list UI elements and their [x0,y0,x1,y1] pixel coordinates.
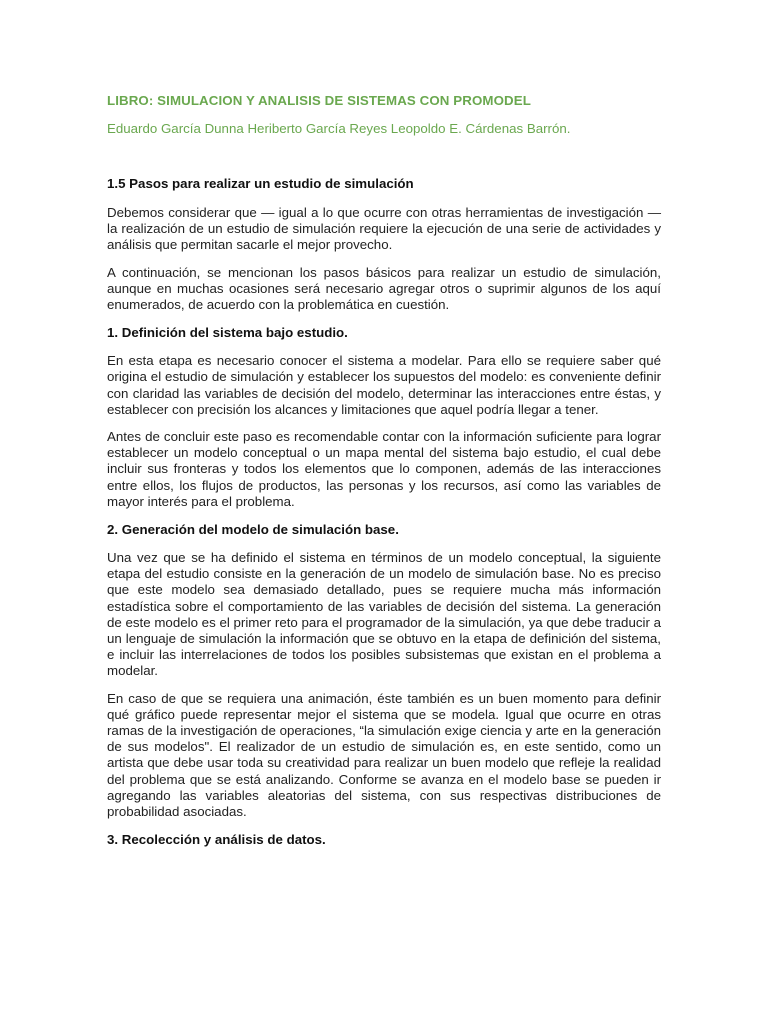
step-2-paragraph-2: En caso de que se requiera una animación, éste también es un buen momento para definir qué gráfico puede representar mejor el sistema que se modela. Igual que ocurre en otras ramas de la investigación de operaciones, “la simulación exige ciencia y arte en la generación de sus modelos". El realizador de un estudio de simulación es, en este sentido, como un artista que debe usar toda su creatividad para realizar un buen modelo que refleje la realidad del problema que se está analizando. Conforme se avanza en el modelo base se pueden ir agregando las variables aleatorias del sistema, con sus respectivas distribuciones de probabilidad asociadas. [107,690,661,820]
step-1-heading: 1. Definición del sistema bajo estudio. [107,325,348,341]
step-2-heading: 2. Generación del modelo de simulación base. [107,522,399,538]
step-2-paragraph-1: Una vez que se ha definido el sistema en términos de un modelo conceptual, la siguiente etapa del estudio consiste en la generación de un modelo de simulación base. No es preciso que este modelo sea demasiado detallado, pues se requiere mucha más información estadística sobre el comportamiento de las variables de decisión del sistema. La generación de este modelo es el primer reto para el programador de la simulación, ya que debe traducir a un lenguaje de simulación la información que se obtuvo en la etapa de definición del sistema, e incluir las interrelaciones de todos los posibles subsistemas que existan en el problema a modelar. [107,550,661,679]
step-1-paragraph-2: Antes de concluir este paso es recomendable contar con la información suficiente para lograr establecer un modelo conceptual o un mapa mental del sistema bajo estudio, el cual debe incluir sus fronteras y todos los elementos que lo componen, además de las interacciones entre ellos, los flujos de productos, las personas y los recursos, así como las variables de mayor interés para el problema. [107,429,661,509]
intro-paragraph-2: A continuación, se mencionan los pasos básicos para realizar un estudio de simulación, aunque en muchas ocasiones será necesario agregar otros o suprimir algunos de los aquí enumerados, de acuerdo con la problemática en cuestión. [107,264,661,313]
step-1-paragraph-1: En esta etapa es necesario conocer el sistema a modelar. Para ello se requiere saber qué origina el estudio de simulación y establecer los supuestos del modelo: es conveniente definir con claridad las variables de decisión del modelo, determinar las interacciones entre éstas, y establecer con precisión los alcances y limitaciones que aquel podría llegar a tener. [107,353,661,417]
document-body [107,175,661,860]
book-title: LIBRO: SIMULACION Y ANALISIS DE SISTEMAS CON PROMODEL [107,93,531,108]
intro-paragraph-1: Debemos considerar que — igual a lo que ocurre con otras herramientas de investigación — la realización de un estudio de simulación requiere la ejecución de una serie de actividades y análisis que permitan sacarle el mejor provecho. [107,205,661,253]
section-heading: 1.5 Pasos para realizar un estudio de simulación [107,176,414,191]
authors-line: Eduardo García Dunna Heriberto García Reyes Leopoldo E. Cárdenas Barrón. [107,121,571,136]
step-3-heading: 3. Recolección y análisis de datos. [107,832,326,848]
